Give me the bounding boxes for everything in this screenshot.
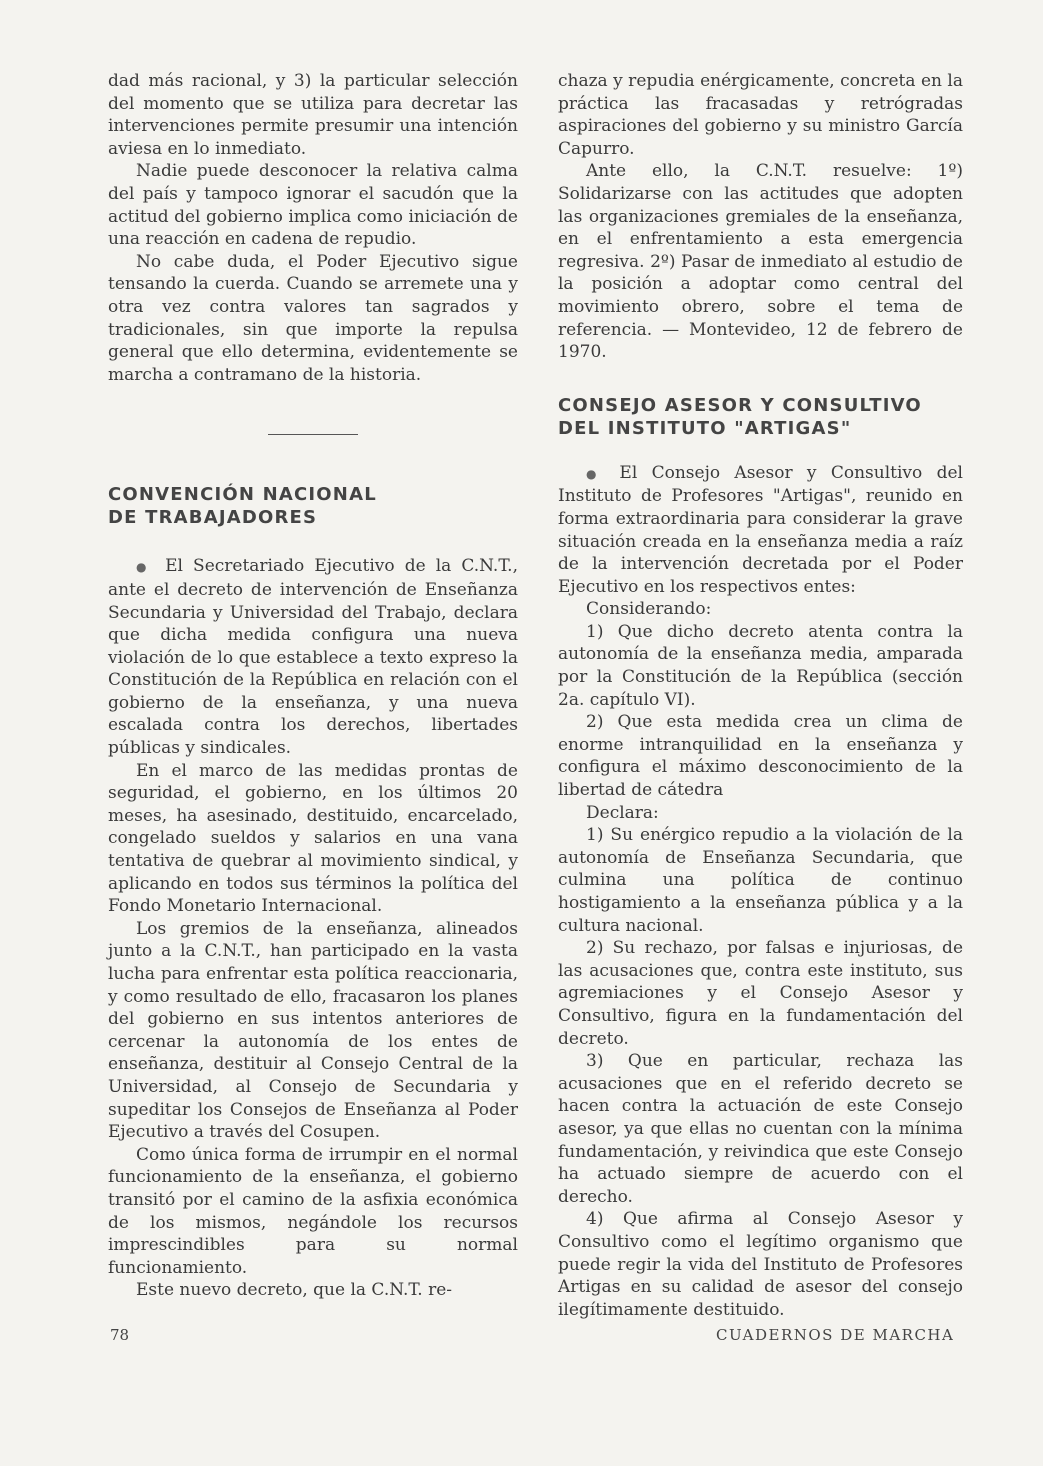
list-item: 1) Que dicho decreto atenta contra la autonomía de la enseñanza media, amparada por la Constitución de la República (sección 2a. capítulo VI). — [558, 621, 963, 710]
paragraph — [558, 462, 963, 599]
paragraph — [108, 555, 518, 759]
paragraph: Los gremios de la enseñanza, alineados junto a la C.N.T., han participado en la vasta lucha para enfrentar esta política reaccionaria, y como resultado de ello, fracasaron los planes del gobierno en sus intentos anteriores de cercenar la autonomía de los entes de enseñanza, destituir al Consejo Central de la Universidad, al Consejo de Secundaria y supeditar los Consejos de Enseñanza al Poder Ejecutivo a través del Cosupen. — [108, 918, 518, 1143]
paragraph: chaza y repudia enérgicamente, concreta en la práctica las fracasadas y retrógradas aspiraciones del gobierno y su ministro García Capurro. — [558, 71, 963, 159]
heading-line: DE TRABAJADORES — [108, 507, 318, 529]
paragraph: dad más racional, y 3) la particular selección del momento que se utiliza para decretar las intervenciones permite presumir una intención aviesa en lo inmediato. — [108, 71, 518, 159]
list-item: 4) Que afirma al Consejo Asesor y Consultivo como el legítimo organismo que puede regir la vida del Instituto de Profesores Artigas en su calidad de asesor del consejo ilegítimamente destituido. — [558, 1209, 963, 1320]
paragraph: No cabe duda, el Poder Ejecutivo sigue tensando la cuerda. Cuando se arremete una y otra vez contra valores tan sagrados y tradicionales, sin que importe la repulsa general que ello determina, evidentemente se marcha a contramano de la historia. — [108, 251, 518, 385]
section-heading — [558, 394, 963, 440]
paragraph: Como única forma de irrumpir en el normal funcionamiento de la enseñanza, el gobierno transitó por el camino de la asfixia económica de los mismos, negándole los recursos imprescindibles para su normal funcionamiento. — [108, 1144, 518, 1278]
paragraph-text: El Secretariado Ejecutivo de la C.N.T., ante el decreto de intervención de Enseñanza Secundaria y Universidad del Trabajo, declara que dicha medida configura una nueva violación de lo que establece a texto expreso la Constitución de la República en relación con el gobierno de la enseñanza, y una nueva escalada contra los derechos, libertades públicas y sindicales. — [108, 556, 518, 759]
paragraph: Este nuevo decreto, que la C.N.T. re- — [136, 1280, 453, 1301]
section-heading — [108, 483, 518, 529]
paragraph: En el marco de las medidas prontas de seguridad, el gobierno, en los últimos 20 meses, ha asesinado, destituido, encarcelado, congelado sueldos y salarios en una vana tentativa de quebrar al movimiento sindical, y aplicando en todos sus términos la política del Fondo Monetario Internacional. — [108, 760, 518, 917]
page-number: 78 — [110, 1326, 130, 1344]
list-item: 3) Que en particular, rechaza las acusaciones que en el referido decreto se hacen contra la actuación de este Consejo asesor, ya que ellas no cuentan con la mínima fundamentación, y reivindica que este Consejo ha actuado siempre de acuerdo con el derecho. — [558, 1051, 963, 1207]
left-column — [108, 70, 518, 1302]
list-item: 1) Su enérgico repudio a la violación de la autonomía de Enseñanza Secundaria, que culmina una política de continuo hostigamiento a la enseñanza pública y a la cultura nacional. — [558, 825, 963, 936]
right-column — [558, 70, 963, 1321]
label: Considerando: — [586, 599, 712, 620]
publication-name: CUADERNOS DE MARCHA — [716, 1326, 955, 1344]
bullet-icon: ● — [586, 466, 606, 481]
list-item: 2) Que esta medida crea un clima de enorme intranquilidad en la enseñanza y configura el máximo desconocimiento de la libertad de cátedra — [558, 712, 963, 801]
paragraph: Nadie puede desconocer la relativa calma del país y tampoco ignorar el sacudón que la actitud del gobierno implica como iniciación de una reacción en cadena de repudio. — [108, 161, 518, 250]
list-item: 2) Su rechazo, por falsas e injuriosas, de las acusaciones que, contra este instituto, sus agremiaciones y el Consejo Asesor y Consultivo, figura en la fundamentación del decreto. — [558, 938, 963, 1049]
label: Declara: — [586, 802, 659, 823]
heading-line: DEL INSTITUTO "ARTIGAS" — [558, 417, 852, 439]
paragraph-text: El Consejo Asesor y Consultivo del Instituto de Profesores "Artigas", reunido en forma extraordinaria para considerar la grave situación creada en la enseñanza media a raíz de la intervención decretada por el Poder Ejecutivo en los respectivos entes: — [558, 462, 963, 597]
bullet-icon: ● — [136, 560, 152, 575]
heading-line: CONVENCIÓN NACIONAL — [108, 484, 377, 506]
heading-line: CONSEJO ASESOR Y CONSULTIVO — [558, 394, 922, 416]
paragraph: Ante ello, la C.N.T. resuelve: 1º) Solidarizarse con las actitudes que adopten las organizaciones gremiales de la enseñanza, en el enfrentamiento a esta emergencia regresiva. 2º) Pasar de inmediato al estudio de la posición a adoptar como central del movimiento obrero, sobre el tema de referencia. — Montevideo, 12 de febrero de 1970. — [558, 161, 963, 363]
